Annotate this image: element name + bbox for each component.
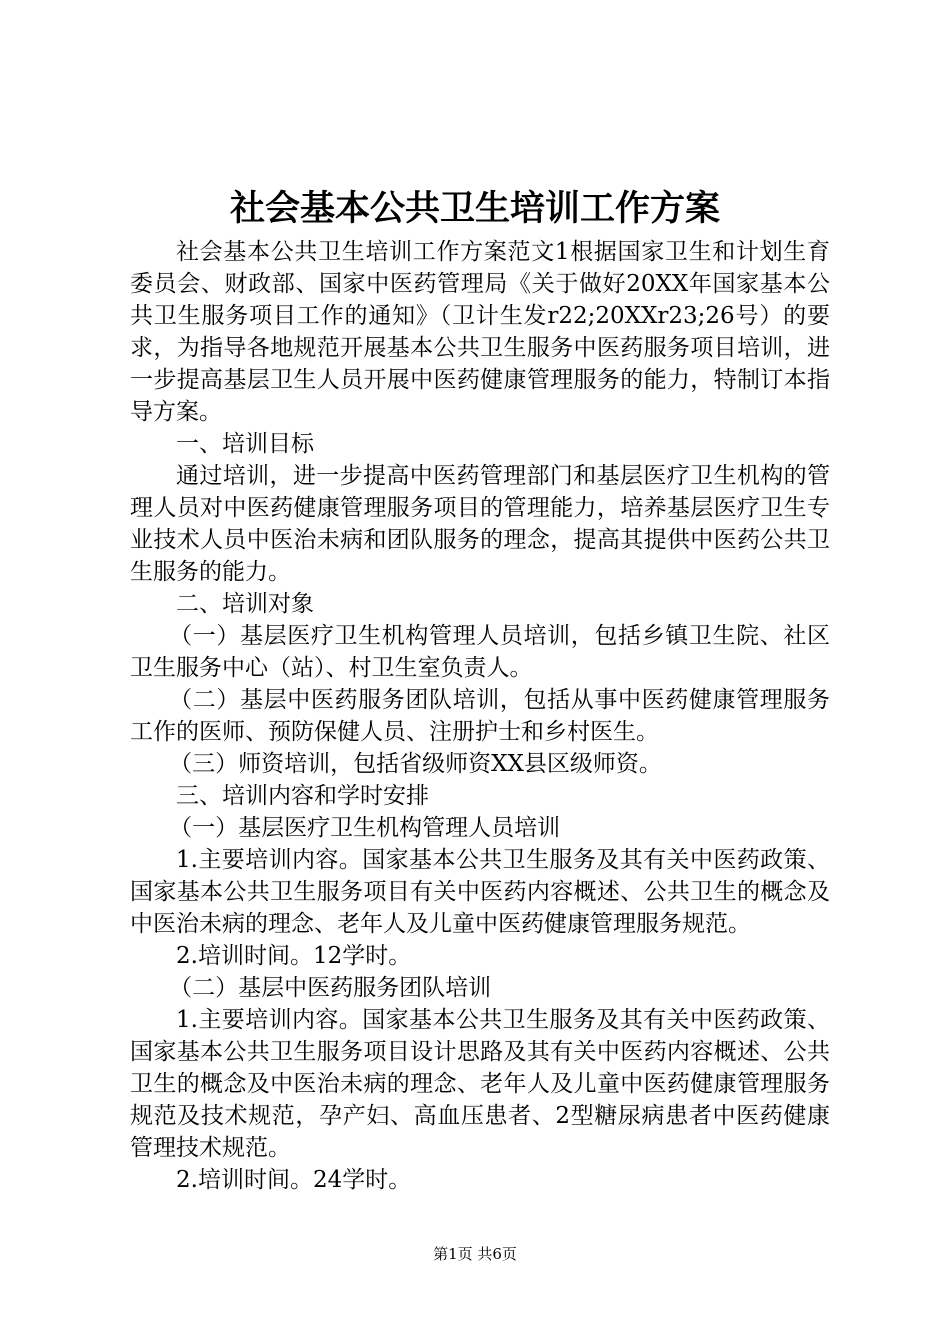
document-title: 社会基本公共卫生培训工作方案 <box>229 188 720 229</box>
section-heading-content: 三、培训内容和学时安排 <box>176 783 429 809</box>
target-item-1: （一）基层医疗卫生机构管理人员培训，包括乡镇卫生院、社区卫生服务中心（站）、村卫生室负责人。 <box>130 623 830 681</box>
section-heading-targets: 二、培训对象 <box>176 591 314 617</box>
managers-content: 1.主要培训内容。国家基本公共卫生服务及其有关中医药政策、国家基本公共卫生服务项目有关中医药内容概述、公共卫生的概念及中医治未病的理念、老年人及儿童中医药健康管理服务规范。 <box>130 847 830 937</box>
managers-hours: 2.培训时间。12学时。 <box>176 943 412 969</box>
section-heading-goals: 一、培训目标 <box>176 431 314 457</box>
subsection-heading-teams: （二）基层中医药服务团队培训 <box>169 975 492 1001</box>
teams-content: 1.主要培训内容。国家基本公共卫生服务及其有关中医药政策、国家基本公共卫生服务项目设计思路及其有关中医药内容概述、公共卫生的概念及中医治未病的理念、老年人及儿童中医药健康管理服务规范及技术规范，孕产妇、高血压患者、2型糖尿病患者中医药健康管理技术规范。 <box>130 1007 830 1161</box>
goals-paragraph: 通过培训，进一步提高中医药管理部门和基层医疗卫生机构的管理人员对中医药健康管理服务项目的管理能力，培养基层医疗卫生专业技术人员中医治未病和团队服务的理念，提高其提供中医药公共卫生服务的能力。 <box>130 463 830 585</box>
intro-paragraph: 社会基本公共卫生培训工作方案范文1根据国家卫生和计划生育委员会、财政部、国家中医药管理局《关于做好20XX年国家基本公共卫生服务项目工作的通知》（卫计生发r22;20XXr23;26号）的要求，为指导各地规范开展基本公共卫生服务中医药服务项目培训，进一步提高基层卫生人员开展中医药健康管理服务的能力，特制订本指导方案。 <box>130 239 830 425</box>
target-item-2: （二）基层中医药服务团队培训，包括从事中医药健康管理服务工作的医师、预防保健人员、注册护士和乡村医生。 <box>130 687 830 745</box>
teams-hours: 2.培训时间。24学时。 <box>176 1167 412 1193</box>
document-body <box>130 236 830 1196</box>
subsection-heading-managers: （一）基层医疗卫生机构管理人员培训 <box>169 815 561 841</box>
page-number-footer: 第1页 共6页 <box>433 1245 517 1263</box>
target-item-3: （三）师资培训，包括省级师资XX县区级师资。 <box>169 751 662 777</box>
